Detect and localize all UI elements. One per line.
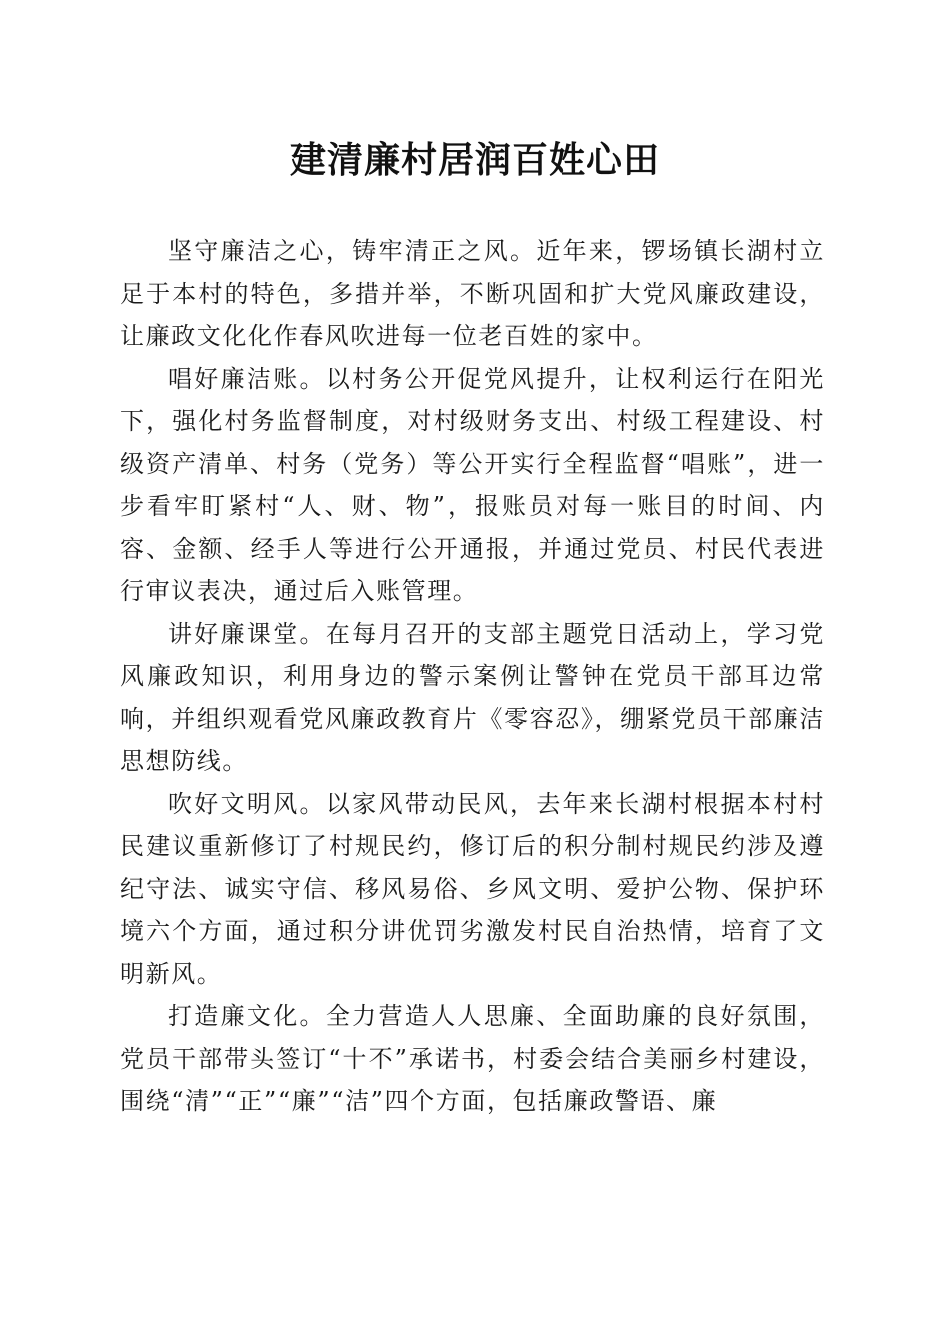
paragraph-civility: 吹好文明风。以家风带动民风，去年来长湖村根据本村村民建议重新修订了村规民约，修订后的积分制村规民约涉及遵纪守法、诚实守信、移风易俗、乡风文明、爱护公物、保护环境六个方面，通过积分讲优罚劣激发村民自治热情，培育了文明新风。	[120, 789, 825, 988]
paragraph-intro: 坚守廉洁之心，铸牢清正之风。近年来，锣场镇长湖村立足于本村的特色，多措并举，不断巩固和扩大党风廉政建设，让廉政文化化作春风吹进每一位老百姓的家中。	[120, 237, 825, 350]
document-body	[120, 230, 825, 1123]
paragraph-accounts: 唱好廉洁账。以村务公开促党风提升，让权利运行在阳光下，强化村务监督制度，对村级财务支出、村级工程建设、村级资产清单、村务（党务）等公开实行全程监督“唱账”，进一步看牢盯紧村“人、财、物”，报账员对每一账目的时间、内容、金额、经手人等进行公开通报，并通过党员、村民代表进行审议表决，通过后入账管理。	[120, 364, 825, 605]
paragraph-classroom: 讲好廉课堂。在每月召开的支部主题党日活动上，学习党风廉政知识，利用身边的警示案例让警钟在党员干部耳边常响，并组织观看党风廉政教育片《零容忍》，绷紧党员干部廉洁思想防线。	[120, 619, 825, 775]
document-title: 建清廉村居润百姓心田	[289, 139, 660, 181]
paragraph-culture: 打造廉文化。全力营造人人思廉、全面助廉的良好氛围，党员干部带头签订“十不”承诺书，村委会结合美丽乡村建设，围绕“清”“正”“廉”“洁”四个方面，包括廉政警语、廉	[120, 1002, 825, 1115]
